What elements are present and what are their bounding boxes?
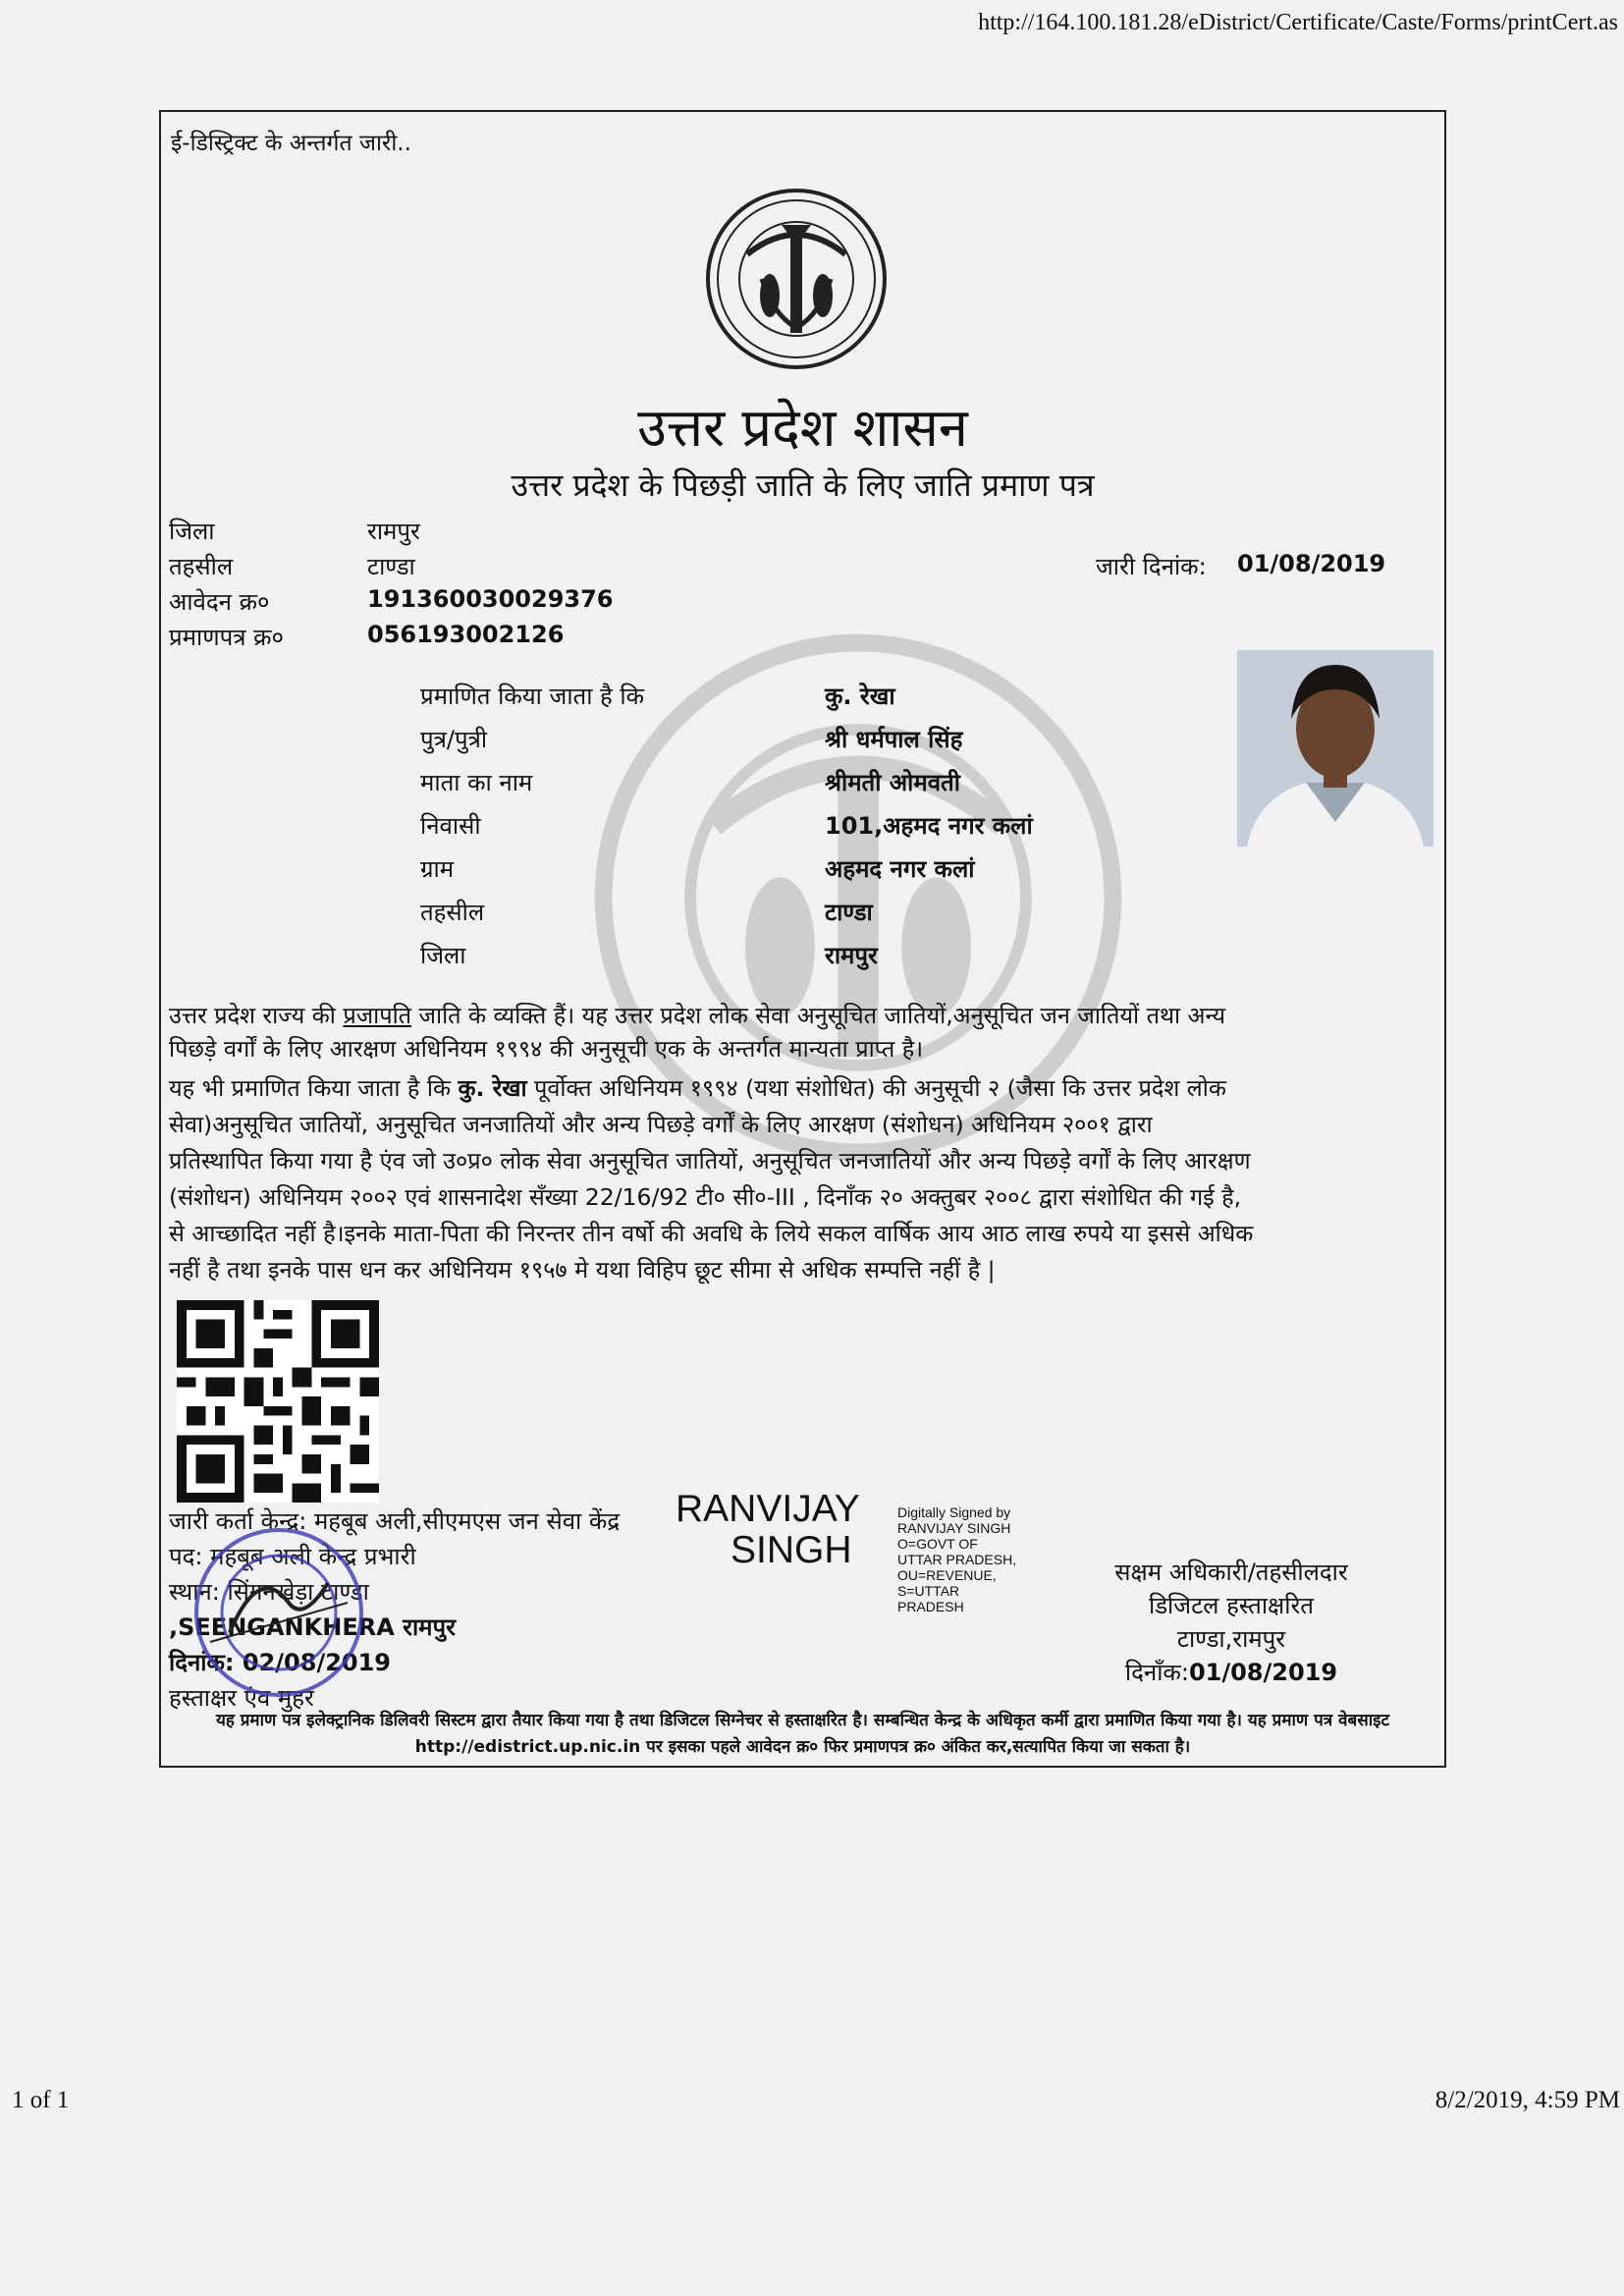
- print-url: http://164.100.181.28/eDistrict/Certificate/Caste/Forms/printCert.as: [978, 10, 1618, 35]
- issuer-signature-label: हस्ताक्षर एंव मुहर: [169, 1684, 314, 1712]
- page-count: 1 of 1: [12, 2087, 70, 2113]
- signer-name-line-1: RANVIJAY: [676, 1488, 860, 1530]
- certificate-title: उत्तर प्रदेश के पिछड़ी जाति के लिए जाति प्रमाण पत्र: [511, 466, 1095, 504]
- officer-signed-label: डिजिटल हस्ताक्षरित: [1149, 1592, 1314, 1619]
- detail-label-relation: पुत्र/पुत्री: [420, 726, 488, 753]
- detail-label-certify: प्रमाणित किया जाता है कि: [420, 683, 645, 710]
- government-title: उत्तर प्रदेश शासन: [637, 397, 968, 459]
- body-paragraph-2-line-4: (संशोधन) अधिनियम २००२ एवं शासनादेश सँख्या 22/16/92 टी० सी०-III , दिनाँक २० अक्तुबर २००८ द्वारा संशोधित की गई है,: [169, 1183, 1242, 1211]
- detail-value-district: रामपुर: [825, 942, 878, 969]
- district-value: रामपुर: [367, 518, 420, 545]
- officer-date: दिनाँक:01/08/2019: [1124, 1659, 1338, 1686]
- issue-date-value: 01/08/2019: [1237, 550, 1386, 577]
- body-paragraph-2-line-3: प्रतिस्थापित किया गया है एंव जो उ०प्र० लोक सेवा अनुसूचित जातियों, अनुसूचित जनजातियों और अन्य पिछड़े वर्गों के लिए आरक्षण: [169, 1147, 1251, 1175]
- detail-label-mother: माता का नाम: [420, 769, 533, 796]
- print-timestamp: 8/2/2019, 4:59 PM: [1435, 2087, 1620, 2113]
- issuer-date: दिनांक: 02/08/2019: [169, 1649, 392, 1676]
- detail-value-father: श्री धर्मपाल सिंह: [825, 726, 963, 753]
- body-paragraph-2-line-2: सेवा)अनुसूचित जातियों, अनुसूचित जनजातियों और अन्य पिछड़े वर्गों के लिए आरक्षण (संशोधन) अधिनियम २००१ द्वारा: [169, 1111, 1153, 1138]
- officer-title: सक्षम अधिकारी/तहसीलदार: [1114, 1558, 1348, 1586]
- issuer-place-2: ,SEENGANKHERA रामपुर: [169, 1613, 456, 1641]
- application-no-label: आवेदन क्र०: [169, 588, 270, 616]
- district-label: जिला: [169, 518, 215, 545]
- issuing-center: जारी कर्ता केन्द्र: महबूब अली,सीएमएस जन सेवा केंद्र: [169, 1507, 621, 1535]
- caste-name: प्रजापति: [343, 1002, 412, 1029]
- body-paragraph-1-line-1: उत्तर प्रदेश राज्य की प्रजापति जाति के व्यक्ति हैं। यह उत्तर प्रदेश लोक सेवा अनुसूचित जातियों,अनुसूचित जन जातियों तथा अन्य: [169, 1002, 1226, 1029]
- detail-value-mother: श्रीमती ओमवती: [825, 769, 960, 796]
- detail-label-resident: निवासी: [420, 812, 481, 840]
- issuer-post: पद: महबूब अली केन्द्र प्रभारी: [169, 1543, 416, 1570]
- issued-under-label: ई-डिस्ट्रिक्ट के अन्तर्गत जारी..: [171, 131, 411, 156]
- certificate-no-label: प्रमाणपत्र क्र०: [169, 624, 284, 651]
- up-government-emblem-icon: [703, 186, 890, 372]
- tehsil-value: टाण्डा: [367, 553, 415, 580]
- digital-signature-details: Digitally Signed by RANVIJAY SINGH O=GOVT OF UTTAR PRADESH, OU=REVENUE, S=UTTAR PRADESH: [897, 1504, 1017, 1614]
- certificate-frame: [159, 110, 1446, 1768]
- round-seal-stamp-icon: [190, 1524, 367, 1701]
- body-paragraph-1-line-2: पिछड़े वर्गों के लिए आरक्षण अधिनियम १९९४ की अनुसूची एक के अन्तर्गत मान्यता प्राप्त है।: [169, 1035, 924, 1063]
- detail-value-name: कु. रेखा: [825, 683, 895, 710]
- digital-signer-name: [676, 1489, 860, 1571]
- body-applicant-name: कु. रेखा: [458, 1074, 527, 1102]
- applicant-photo: [1237, 650, 1434, 847]
- signer-name-line-2: SINGH: [731, 1529, 852, 1571]
- body-paragraph-2-line-1: यह भी प्रमाणित किया जाता है कि कु. रेखा पूर्वोक्त अधिनियम १९९४ (यथा संशोधित) की अनुसूची २ (जैसा कि उत्तर प्रदेश लोक: [169, 1074, 1226, 1102]
- officer-place: टाण्डा,रामपुर: [1176, 1625, 1286, 1653]
- detail-value-address: 101,अहमद नगर कलां: [825, 812, 1033, 840]
- verification-note: यह प्रमाण पत्र इलेक्ट्रानिक डिलिवरी सिस्टम द्वारा तैयार किया गया है तथा डिजिटल सिग्नेचर से हस्ताक्षरित है। सम्बन्धित केन्द्र के अधिकृत कर्मी द्वारा प्रमाणित किया गया है। यह प्रमाण पत्र वेबसाइट http://edistrict.up.nic.in पर इसका पहले आवेदन क्र० फिर प्रमाणपत्र क्र० अंकित कर,सत्यापित किया जा सकता है।: [215, 1711, 1390, 1757]
- application-no-value: 191360030029376: [367, 585, 614, 613]
- detail-label-tehsil: तहसील: [420, 899, 485, 926]
- body-paragraph-2-line-6: नहीं है तथा इनके पास धन कर अधिनियम १९५७ मे यथा विहिप छूट सीमा से अधिक सम्पत्ति नहीं है |: [169, 1256, 996, 1284]
- detail-label-district: जिला: [420, 942, 466, 969]
- tehsil-label: तहसील: [169, 553, 234, 580]
- detail-value-tehsil: टाण्डा: [825, 899, 873, 926]
- body-paragraph-2-line-5: से आच्छादित नहीं है।इनके माता-पिता की निरन्तर तीन वर्षो की अवधि के लिये सकल वार्षिक आय आठ लाख रुपये या इससे अधिक: [169, 1220, 1254, 1247]
- qr-code-icon[interactable]: [177, 1300, 379, 1503]
- certificate-no-value: 056193002126: [367, 621, 565, 648]
- issuer-place: स्थान: सिंगनखेड़ा टाण्डा: [169, 1578, 369, 1606]
- competent-officer-block: [1074, 1556, 1388, 1689]
- detail-value-village: अहमद नगर कलां: [825, 855, 975, 883]
- detail-label-village: ग्राम: [420, 855, 455, 883]
- issue-date-label: जारी दिनांक:: [1096, 553, 1207, 580]
